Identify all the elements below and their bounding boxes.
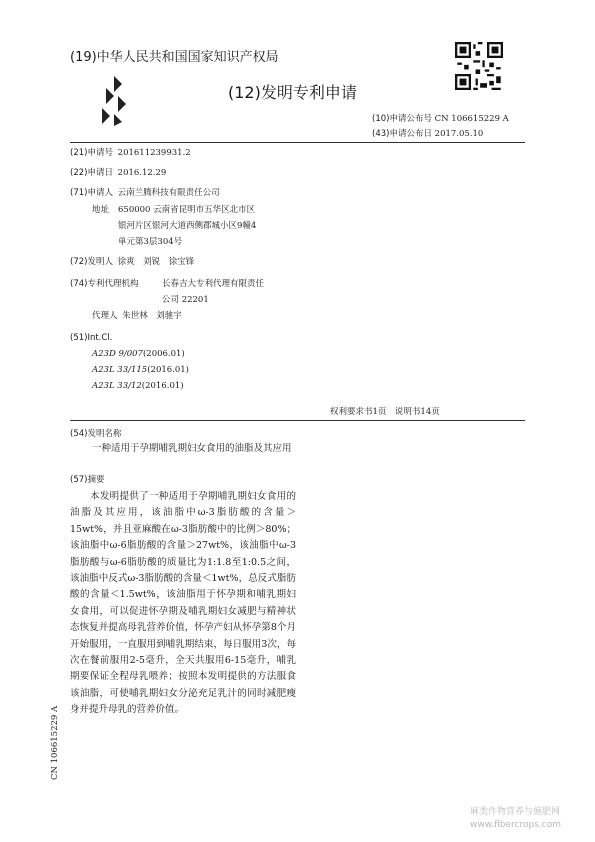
app-no-value: 201611239931.2	[117, 148, 191, 158]
patent-office-emblem-icon	[96, 74, 136, 126]
agency-label: (74)专利代理机构	[70, 279, 139, 289]
document-type-title: (12)发明专利申请	[228, 83, 357, 102]
invention-title: 一种适用于孕期哺乳期妇女食用的油脂及其应用	[92, 443, 292, 454]
abstract-label: (57)摘要	[70, 475, 105, 485]
applicant-label: (71)申请人	[70, 188, 113, 198]
ipc-entry	[92, 349, 185, 359]
pub-date-value: 2017.05.10	[434, 129, 484, 139]
publication-number	[372, 112, 509, 127]
abstract-text: 本发明提供了一种适用于孕期哺乳期妇女食用的油脂及其应用，该油脂中ω-3脂肪酸的含量＞15wt%，并且亚麻酸在ω-3脂肪酸中的比例＞80%；该油脂中ω-6脂肪酸的含量＞27wt%，该油脂中ω-3脂肪酸与ω-6脂肪酸的质量比为1:1.8至1:0.5之间，该油脂中反式ω-3脂肪酸的含量＜1wt%，总反式脂肪酸的含量＜1.5wt%，该油脂用于怀孕期和哺乳期妇女食用，可以促进怀孕期及哺乳期妇女减肥与精神状态恢复并提高母乳营养价值，怀孕产妇从怀孕第8个月开始服用，一直服用到哺乳期结束，每日服用3次，每次在餐前服用2-5毫升，全天共服用6-15毫升，哺乳期要保证全程母乳喂养；按照本发明提供的方法服食该油脂，可使哺乳期妇女分泌充足乳汁的同时减肥瘦身并提升母乳的营养价值。	[70, 491, 296, 716]
title-label: (54)发明名称	[70, 429, 122, 439]
ipc-date: (2016.01)	[147, 365, 190, 375]
pub-date-label: (43)申请公布日	[372, 129, 432, 139]
app-date-value: 2016.12.29	[117, 168, 167, 178]
app-no-label: (21)申请号	[70, 148, 113, 158]
page-count-info: 权利要求书1页 说明书14页	[330, 407, 440, 417]
agent	[92, 309, 182, 324]
address-line-3: 单元第3层304号	[118, 237, 183, 247]
agent-label: 代理人	[92, 311, 118, 321]
ipc-code: A23L 33/115	[92, 365, 148, 375]
ipc-date: (2006.01)	[142, 349, 185, 359]
agency-line-2: 公司 22201	[162, 295, 209, 305]
ipc-code: A23L 33/12	[92, 381, 142, 391]
applicant	[70, 186, 220, 201]
section-divider	[70, 420, 525, 421]
address-line-1: 650000 云南省昆明市五华区北市区	[118, 205, 256, 215]
address-label: 地址	[92, 205, 110, 215]
app-date-label: (22)申请日	[70, 168, 113, 178]
applicant-value: 云南兰腾科技有限责任公司	[117, 188, 220, 198]
inventor	[70, 255, 194, 270]
header-divider	[70, 142, 525, 143]
inventor-label: (72)发明人	[70, 257, 113, 267]
patent-office-name: (19)中华人民共和国国家知识产权局	[70, 50, 279, 65]
ipc-code: A23D 9/007	[92, 349, 143, 359]
side-publication-number: CN 106615229 A	[50, 705, 60, 780]
agency-line-1: 长春吉大专利代理有限责任	[162, 279, 265, 289]
address-line-2: 银河片区银河大道西侧郡城小区9幢4	[118, 221, 257, 231]
agent-value: 朱世林 刘驰宇	[122, 311, 182, 321]
publication-date	[372, 127, 483, 142]
watermark-url: www.fibercrops.com	[470, 820, 561, 830]
abstract-body	[70, 489, 296, 719]
pub-no-value: CN 106615229 A	[434, 114, 509, 124]
watermark-site-name: 麻类作物营养与施肥网	[470, 807, 561, 817]
application-date	[70, 166, 166, 181]
intcl-label: (51)Int.Cl.	[70, 333, 113, 343]
application-number	[70, 146, 191, 161]
ipc-entry	[92, 365, 189, 375]
ipc-entry	[92, 381, 184, 391]
inventor-value: 徐爽 刘锐 徐宝锋	[117, 257, 195, 267]
ipc-date: (2016.01)	[141, 381, 184, 391]
pub-no-label: (10)申请公布号	[372, 114, 432, 124]
qr-code	[455, 42, 503, 90]
